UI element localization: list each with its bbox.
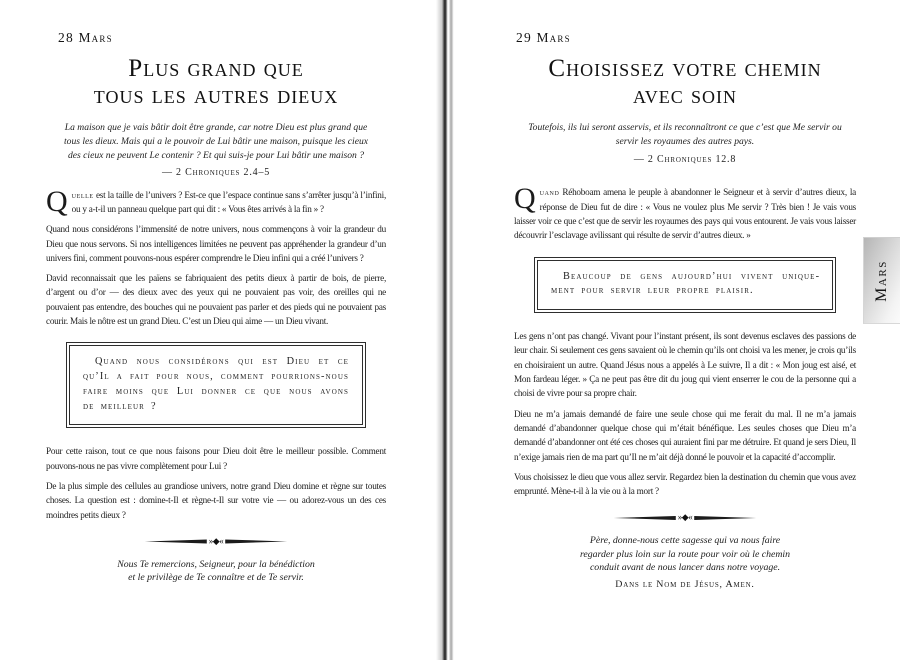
ornament-line-icon: [225, 539, 287, 544]
dropcap-letter: Q: [46, 184, 68, 218]
body-paragraph: De la plus simple des cellules au grandiose univers, notre grand Dieu domine et règne sur toutes choses. La question est : domine-t-Il et règne-t-Il sur votre vie — ou adorez-vous un des ces moindres petits dieux ?: [46, 481, 386, 520]
callout-text: Quand nous considérons qui est Dieu et ce qu’Il a fait pour nous, comment pourrions-nous faire moins que Lui donner ce que nous avons de meilleur ?: [83, 356, 349, 412]
page-date: 28 Mars: [58, 30, 113, 45]
opening-paragraph: [514, 182, 856, 242]
month-tab: [863, 237, 900, 324]
dropcap-letter: Q: [514, 182, 536, 216]
body-paragraph: Dieu ne m’a jamais demandé de faire une seule chose qui me ferait du mal. Il ne m’a jamais demandé d’abandonner quelque chose qui m’était bénéfique. Les seules choses que Dieu m’a demandé d’abandonner ont été ces choses qui auraient fini par me détruire. Et quand je sers Dieu, Il n’exige jamais rien de ma part qu’Il ne m’ait déjà donné le pouvoir et la capacité d’accomplir.: [514, 408, 856, 462]
callout-box: [66, 342, 366, 428]
page-date: 29 Mars: [516, 30, 571, 45]
lead-word: uand: [539, 187, 560, 198]
title-line: tous les autres dieux: [93, 82, 339, 109]
scripture-reference: — 2 Chroniques 2.4–5: [161, 166, 271, 178]
prayer-line: et le privilège de Te connaître et de Te servir.: [128, 572, 304, 584]
prayer-line: Père, donne-nous cette sagesse qui va nous faire: [589, 535, 781, 547]
ornament-divider: [607, 513, 763, 522]
title-line: avec soin: [633, 82, 737, 109]
body-paragraph: Vous choisissez le dieu que vous allez servir. Regardez bien la destination du chemin que vous avez emprunté. Mène-t-il à la vie ou à la mort ?: [514, 471, 856, 497]
page-gutter: [436, 0, 456, 660]
scripture-reference: — 2 Chroniques 12.8: [633, 154, 737, 166]
body-paragraph: Quand nous considérons l’immensité de notre univers, nous commençons à voir la grandeur du Dieu que nous servons. Si nos intelligences limitées ne peuvent pas appréhender la grandeur d’un univers fini, comment pouvons-nous espérer comprendre le Dieu infini qui a créé l’univers ?: [46, 224, 386, 263]
ornament-center-icon: »◆«: [208, 535, 224, 546]
opening-text: Réhoboam amena le peuple à abandonner le Seigneur et à servir d’autres dieux, la réponse de Dieu fut de dire : « Vous ne voulez plus Me servir ? Très bien ! Je vais vous laisser voir ce que c’est que de servir les royaumes des pays qui vous entourent. Je vais vous laisser découvrir l’esclavage avilissant qui résulte de servir d’autres dieux. »: [514, 187, 856, 241]
epigraph-verse: La maison que je vais bâtir doit être grande, car notre Dieu est plus grand que tous les dieux. Mais qui a le pouvoir de Lui bâtir une maison, puisque les cieux des cieux ne peuvent Le contenir ? Et qui suis-je pour Lui bâtir une maison ?: [63, 122, 369, 162]
prayer-line: conduit avant de nous lancer dans notre voyage.: [589, 562, 781, 574]
opening-text: est la taille de l’univers ? Est-ce que l’espace continue sans s’arrêter jusqu’à l’infini, ou y a-t-il un panneau quelque part qui dit : « Vous êtes arrivés à la fin » ?: [71, 189, 386, 214]
body-paragraph: David reconnaissait que les païens se fabriquaient des petits dieux à partir de bois, de pierre, d’argent ou d’or — des dieux avec des yeux qui ne pouvaient pas voir, des oreilles qui ne pouvaient pas entendre, des bouches qui ne pouvaient pas parler et des pieds qui ne pouvaient pas courir. Mais le nôtre est un grand Dieu. C’est un Dieu qui aime — un Dieu vivant.: [46, 273, 386, 326]
ornament-divider: [138, 537, 294, 546]
page-title: [514, 55, 856, 109]
lead-word: uelle: [71, 189, 94, 200]
callout-text: Beaucoup de gens aujourd’hui vivent uniquement pour servir leur propre plaisir.: [551, 270, 819, 297]
page-left: [46, 31, 386, 585]
month-tab-label: Mars: [873, 259, 890, 302]
epigraph-verse: Toutefois, ils lui seront asservis, et ils reconnaîtront ce que c’est que Me servir ou servir les royaumes des autres pays.: [528, 122, 842, 148]
body-paragraph: Pour cette raison, tout ce que nous faisons pour Dieu doit être le meilleur possible. Comment pouvons-nous ne pas vivre complètement pour Lui ?: [46, 446, 386, 471]
prayer: [514, 534, 856, 575]
ornament-line-icon: [145, 539, 207, 544]
prayer-line: Nous Te remercions, Seigneur, pour la bénédiction: [117, 558, 315, 570]
callout-inner-rule: [69, 345, 363, 425]
body-paragraph: Les gens n’ont pas changé. Vivant pour l’instant présent, ils sont devenus esclaves des passions de leur chair. Si seulement ces gens savaient où le chemin qu’ils ont choisi va les mener, je crois qu’ils en choisiraient un autre. Quand Jésus nous a appelés à Le suivre, Il a dit : « Mon joug est aisé, et Mon fardeau léger. » Ça ne peut pas être dit du joug qui vient enserrer le cou de la personne qui a choisi de vivre pour sa propre chair.: [514, 331, 856, 399]
prayer-line: regarder plus loin sur la route pour voir où le chemin: [579, 548, 791, 560]
page-right: [514, 31, 856, 590]
title-line: Plus grand que: [128, 55, 304, 82]
ornament-line-icon: [694, 515, 756, 520]
opening-paragraph: [46, 184, 386, 218]
prayer: [46, 558, 386, 585]
page-title: [46, 55, 386, 109]
ornament-center-icon: »◆«: [677, 512, 693, 523]
callout-box: [534, 257, 836, 314]
callout-inner-rule: [537, 260, 833, 311]
ornament-line-icon: [614, 515, 676, 520]
amen-line: Dans le Nom de Jésus, Amen.: [615, 578, 755, 590]
title-line: Choisissez votre chemin: [548, 55, 822, 82]
